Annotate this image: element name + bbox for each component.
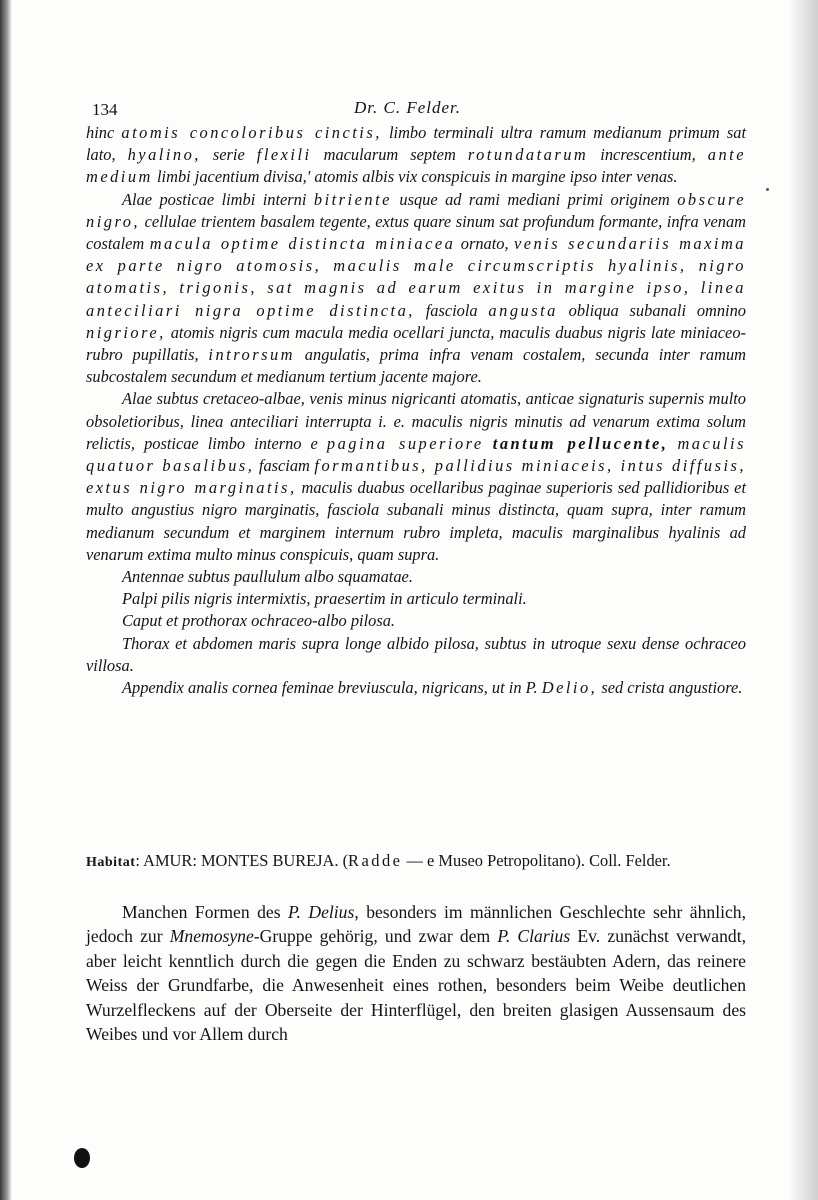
habitat-label: Habitat: [86, 855, 136, 870]
text-run: fasciola: [414, 300, 489, 320]
page-edge-shadow-right: [788, 0, 818, 1200]
text-run: -Gruppe gehörig, und zwar dem: [253, 926, 498, 947]
spaced-text: nigriore,: [86, 322, 166, 342]
german-remarks: [86, 900, 746, 1046]
running-head: Dr. C. Felder.: [354, 98, 462, 117]
spaced-text: venis secundariis maxima ex parte nigro atomosis, maculis male circumscriptis hyalinis, nigro atomatis, trigonis, sat magnis ad earum exitus in margine ipso, linea anteciliari nigra optime distincta,: [86, 234, 746, 320]
spaced-text: introrsum: [208, 345, 295, 365]
spaced-text: Delio,: [541, 678, 598, 698]
text-run: Alae posticae limbi interni: [122, 189, 314, 209]
text-run: limbo terminali ultra ramum medianum primum sat lato,: [86, 123, 746, 165]
collector-name: Radde: [348, 851, 403, 870]
text-run: cellulae trientem basalem tegente, extus quare sinum sat profundum formante, infra venam costalem: [86, 211, 746, 254]
spaced-text: tantum pellucente,: [492, 433, 669, 453]
page-edge-shadow-left: [0, 0, 12, 1200]
spaced-text: rotundatarum: [467, 145, 589, 165]
paragraph-antennae: Antennae subtus paullulum albo squamatae.: [122, 567, 413, 587]
text-run: angulatis, prima infra venam costalem, secunda inter ramum subcostalem secundum et medianum tertium jacente majore.: [86, 345, 746, 387]
paragraph-alae-subtus: [86, 388, 746, 566]
text-run: [484, 434, 493, 453]
spaced-text: angusta: [488, 300, 558, 320]
page-number: 134: [92, 100, 118, 119]
habitat-note: [86, 850, 746, 873]
text-run: ornato,: [455, 234, 514, 254]
text-run: usque ad rami mediani primi originem: [391, 189, 678, 209]
text-run: macularum septem: [311, 145, 468, 165]
spaced-text: maculis quatuor basalibus,: [86, 433, 746, 476]
paragraph-alae-posticae: [86, 189, 746, 389]
spaced-text: flexili: [256, 145, 312, 165]
page-header: [86, 96, 746, 122]
paragraph-palpi: Palpi pilis nigris intermixtis, praesertim in articulo terminali.: [122, 589, 527, 609]
text-run: Ev. zunächst verwandt, aber leicht kenntlich durch die gegen die Enden zu schwarz bestäubten Adern, das reinere Weiss der Grundfarbe, die Anwesenheit eines rothen, besonders beim Weibe deutlichen Wurzelfleckens auf der Oberseite der Hinterflügel, den breiten glasigen Aussensaum des Weibes und vor Allem durch: [86, 926, 746, 1045]
spaced-text: ante medium: [86, 145, 746, 187]
species-name: P. Delius: [288, 902, 355, 922]
spaced-text: obscure nigro,: [86, 189, 746, 231]
ink-blot: [74, 1148, 90, 1168]
text-run: Appendix analis cornea feminae breviuscula, nigricans, ut in P.: [122, 678, 542, 698]
text-run: maculis duabus ocellaribus paginae superioris sed pallidioribus et multo angustius nigro marginatis, fasciola subanali minus distincta, quam supra, inter ramum medianum secundum et marginem internum rubro impleta, maculis marginalibus hyalinis ad venarum extima multo minus conspicuis, quam supra.: [86, 478, 746, 564]
text-run: : AMUR: MONTES BUREJA. (: [135, 851, 349, 870]
text-run: — e Museo Petropolitano). Coll. Felder.: [402, 851, 671, 870]
text-run: fasciam: [254, 456, 315, 476]
text-run: increscentium,: [588, 145, 708, 165]
paragraph-thorax: Thorax et abdomen maris supra longe albido pilosa, subtus in utroque sexu dense ochraceo villosa.: [86, 633, 746, 675]
spaced-text: hyalino,: [127, 145, 201, 165]
latin-description: [86, 122, 746, 699]
spaced-text: macula optime distincta miniacea: [149, 234, 456, 254]
text-run: sed crista angustiore.: [597, 678, 743, 698]
text-run: limbi jacentium divisa,' atomis albis vix conspicuis in margine ipso inter venas.: [152, 167, 678, 187]
text-run: Alae subtus cretaceo-albae, venis minus nigricanti atomatis, anticae signaturis supernis multo obsoletioribus, linea anteciliari interrupta i. e. maculis nigris minutis ad venarum extima solum relictis, posticae limbo interno e: [86, 389, 746, 453]
text-run: hinc: [86, 123, 122, 142]
text-run: atomis nigris cum macula media ocellari juncta, maculis duabus nigris late miniaceo-rubro pupillatis,: [86, 322, 746, 365]
ink-speck: [766, 188, 769, 191]
spaced-text: formantibus, pallidius miniaceis, intus diffusis, extus nigro marginatis,: [86, 456, 746, 498]
spaced-text: atomis concoloribus cinctis,: [121, 123, 382, 142]
species-name: P. Clarius: [497, 926, 571, 947]
text-run: , besonders im männlichen Geschlechte sehr ähnlich, jedoch zur: [86, 902, 746, 947]
german-paragraph: [86, 900, 746, 1046]
text-run: Manchen Formen des: [122, 902, 289, 922]
paragraph-continuation: [86, 122, 746, 189]
paragraph-caput: Caput et prothorax ochraceo-albo pilosa.: [122, 611, 395, 631]
spaced-text: pagina superiore: [326, 433, 484, 453]
text-run: serie: [200, 145, 257, 165]
text-run: obliqua subanali omnino: [557, 300, 746, 320]
paragraph-appendix: [86, 677, 746, 699]
spaced-text: bitriente: [313, 189, 392, 209]
group-name: Mnemosyne: [169, 926, 254, 947]
